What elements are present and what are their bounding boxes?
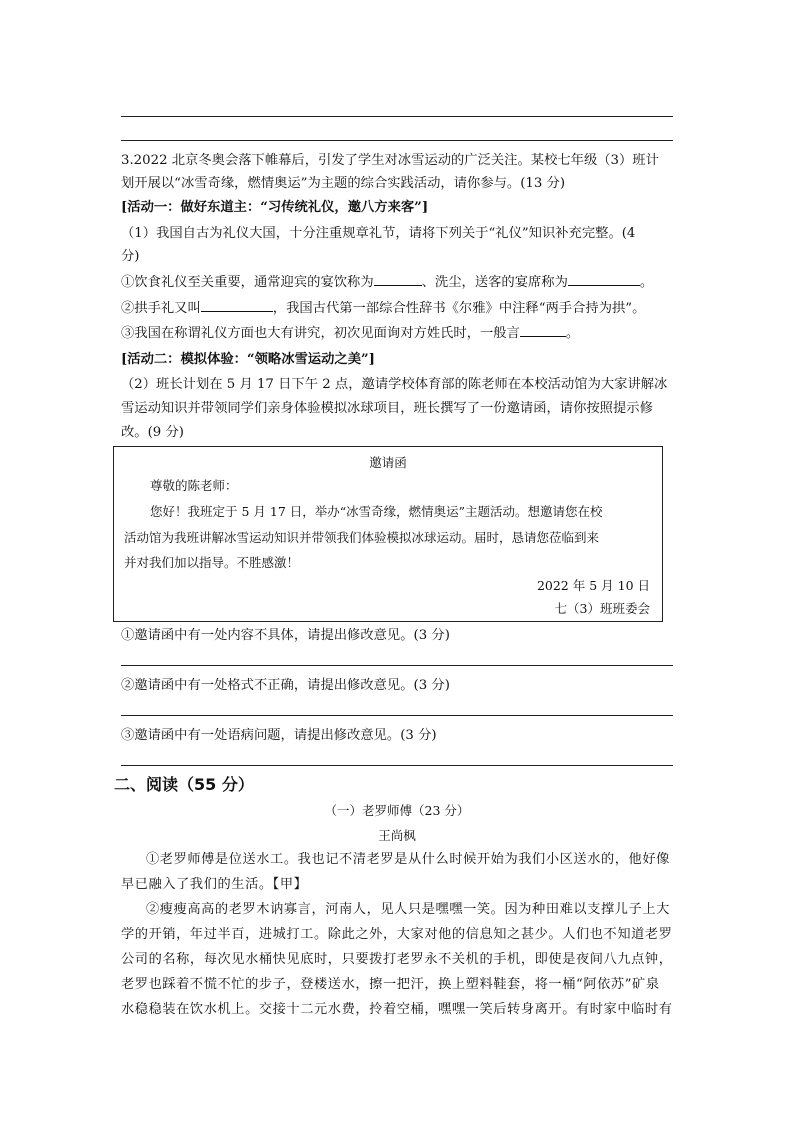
answer-line[interactable] bbox=[121, 715, 673, 716]
section2-heading: 二、阅读（55 分） bbox=[114, 775, 254, 794]
item1-text-c: 。 bbox=[639, 275, 654, 290]
item1-text-b: 、洗尘，送客的宴席称为 bbox=[421, 275, 568, 290]
invitation-title: 邀请函 bbox=[369, 455, 407, 470]
invitation-signature: 七（3）班班委会 bbox=[554, 601, 650, 616]
invitation-body-line1: 您好！我班定于 5 月 17 日，举办“冰雪奇缘，燃情奥运”主题活动。想邀请您在校 bbox=[150, 504, 603, 519]
item2-text-a: ②拱手礼又叫 bbox=[121, 301, 201, 316]
invitation-salutation: 尊敬的陈老师： bbox=[150, 478, 238, 493]
part1-line2: 分) bbox=[121, 249, 140, 264]
answer-line bbox=[121, 140, 673, 141]
sub-question-2: ②邀请函中有一处格式不正确，请提出修改意见。(3 分) bbox=[121, 678, 450, 693]
invitation-body-line2: 活动馆为我班讲解冰雪运动知识并带领我们体验模拟冰球运动。届时，恳请您莅临到来 bbox=[124, 530, 600, 545]
article-author: 王尚枫 bbox=[378, 828, 416, 843]
para1-line2: 早已融入了我们的生活。【甲】 bbox=[121, 877, 308, 892]
part2-line2: 雪运动知识并带领同学们亲身体验模拟冰球项目，班长撰写了一份邀请函，请你按照提示修 bbox=[121, 401, 653, 416]
blank-field[interactable] bbox=[201, 297, 273, 312]
item3-text-b: 。 bbox=[565, 326, 580, 341]
blank-field[interactable] bbox=[374, 271, 422, 286]
blank-field[interactable] bbox=[520, 322, 566, 337]
sub-question-1: ①邀请函中有一处内容不具体，请提出修改意见。(3 分) bbox=[121, 628, 450, 643]
invitation-body-line3: 并对我们加以指导。不胜感激！ bbox=[124, 555, 300, 570]
item2 bbox=[121, 297, 673, 320]
answer-line[interactable] bbox=[121, 765, 673, 766]
blank-field[interactable] bbox=[568, 271, 640, 286]
article-title: （一）老罗师傅（23 分） bbox=[324, 803, 470, 818]
para2-line3: 公司的名称，每次见水桶快见底时，只要拨打老罗永不关机的手机，即使是夜间八九点钟， bbox=[121, 952, 673, 967]
question3-intro-line1: 3.2022 北京冬奥会落下帷幕后，引发了学生对冰雪运动的广泛关注。某校七年级（3）班计 bbox=[121, 153, 659, 168]
part2-line1: （2）班长计划在 5 月 17 日下午 2 点，邀请学校体育部的陈老师在本校活动馆为大家讲解冰 bbox=[121, 377, 668, 392]
answer-line bbox=[121, 116, 673, 117]
invitation-letter-box bbox=[113, 446, 663, 622]
answer-line[interactable] bbox=[121, 665, 673, 666]
para2-line5: 水稳稳装在饮水机上。交接十二元水费，拎着空桶，嘿嘿一笑后转身离开。有时家中临时有 bbox=[121, 1002, 673, 1017]
para2-line1: ②瘦瘦高高的老罗木讷寡言，河南人，见人只是嘿嘿一笑。因为种田难以支撑儿子上大 bbox=[146, 902, 670, 917]
item3-text-a: ③我国在称谓礼仪方面也大有讲究，初次见面询对方姓氏时，一般言 bbox=[121, 326, 520, 341]
part1-line1: （1）我国自古为礼仪大国，十分注重规章礼节，请将下列关于“礼仪”知识补充完整。(4 bbox=[121, 226, 636, 241]
para2-line4: 老罗也踩着不慌不忙的步子，登楼送水，擦一把汗，换上塑料鞋套，将一桶“阿依苏”矿泉 bbox=[121, 977, 660, 992]
item2-text-b: ，我国古代第一部综合性辞书《尔雅》中注释“两手合持为拱”。 bbox=[272, 301, 646, 316]
item3 bbox=[121, 322, 673, 345]
item1 bbox=[121, 271, 673, 294]
question3-intro-line2: 划开展以“冰雪奇缘，燃情奥运”为主题的综合实践活动，请你参与。(13 分) bbox=[121, 176, 566, 191]
para2-line2: 学的开销，年过半百，进城打工。除此之外，大家对他的信息知之甚少。人们也不知道老罗 bbox=[121, 927, 673, 942]
invitation-date: 2022 年 5 月 10 日 bbox=[536, 578, 650, 593]
sub-question-3: ③邀请函中有一处语病问题，请提出修改意见。(3 分) bbox=[121, 728, 437, 743]
para1-line1: ①老罗师傅是位送水工。我也记不清老罗是从什么时候开始为我们小区送水的，他好像 bbox=[146, 852, 670, 867]
activity2-title: [活动二：模拟体验：“领略冰雪运动之美”] bbox=[121, 352, 375, 367]
part2-line3: 改。(9 分) bbox=[121, 425, 184, 440]
item1-text-a: ①饮食礼仪至关重要，通常迎宾的宴饮称为 bbox=[121, 275, 374, 290]
activity1-title: [活动一：做好东道主：“习传统礼仪，邀八方来客”] bbox=[121, 200, 429, 215]
